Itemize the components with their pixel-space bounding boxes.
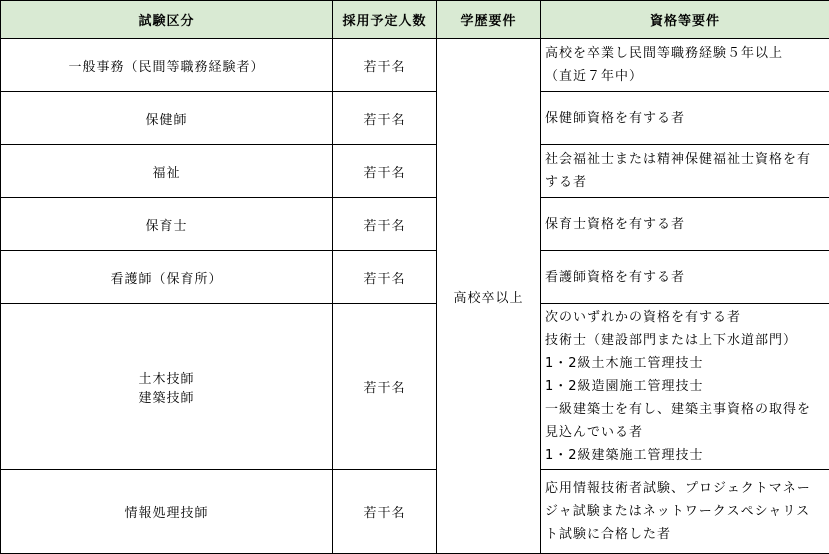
table-row (1, 470, 829, 554)
requirement-line: 保健師資格を有する者 (545, 107, 829, 130)
header-exam-category: 試験区分 (1, 1, 333, 39)
requirement-line: ジャ試験またはネットワークスペシャリス (545, 500, 829, 523)
category-cell (1, 251, 333, 304)
count-cell: 若干名 (333, 39, 437, 92)
requirement-line: 1・2級土木施工管理技士 (545, 352, 829, 375)
requirement-line: 1・2級建築施工管理技士 (545, 444, 829, 467)
requirements-cell (541, 92, 829, 145)
requirements-cell (541, 251, 829, 304)
count-cell: 若干名 (333, 92, 437, 145)
category-label: 一般事務（民間等職務経験者） (1, 56, 332, 75)
category-label: 看護師（保育所） (1, 268, 332, 287)
table-row (1, 39, 829, 92)
category-label: 保育士 (1, 215, 332, 234)
requirement-line: 保育士資格を有する者 (545, 213, 829, 236)
header-row (1, 1, 829, 39)
category-cell (1, 39, 333, 92)
category-label: 建築技師 (1, 387, 332, 406)
header-planned-hires: 採用予定人数 (333, 1, 437, 39)
requirement-line: 見込んでいる者 (545, 421, 829, 444)
count-cell: 若干名 (333, 145, 437, 198)
requirement-line: 技術士（建設部門または上下水道部門） (545, 329, 829, 352)
requirement-line: 1・2級造園施工管理技士 (545, 375, 829, 398)
requirements-cell (541, 198, 829, 251)
category-label: 福祉 (1, 162, 332, 181)
requirement-line: する者 (545, 171, 829, 194)
table-row (1, 145, 829, 198)
requirement-line: 一級建築士を有し、建築主事資格の取得を (545, 398, 829, 421)
category-cell (1, 470, 333, 554)
requirement-line: （直近７年中） (545, 65, 829, 88)
count-cell: 若干名 (333, 198, 437, 251)
requirement-line: 社会福祉士または精神保健福祉士資格を有 (545, 148, 829, 171)
header-education-requirement: 学歴要件 (437, 1, 541, 39)
category-label: 情報処理技師 (1, 502, 332, 521)
requirement-line: ト試験に合格した者 (545, 523, 829, 546)
requirement-line: 高校を卒業し民間等職務経験５年以上 (545, 42, 829, 65)
category-label: 保健師 (1, 109, 332, 128)
requirements-cell (541, 304, 829, 470)
requirements-cell (541, 145, 829, 198)
requirement-line: 応用情報技術者試験、プロジェクトマネー (545, 477, 829, 500)
category-cell (1, 145, 333, 198)
table-row (1, 92, 829, 145)
category-cell (1, 92, 333, 145)
category-cell (1, 304, 333, 470)
requirement-line: 看護師資格を有する者 (545, 266, 829, 289)
header-qualification-requirement: 資格等要件 (541, 1, 829, 39)
table-row (1, 251, 829, 304)
requirements-cell (541, 39, 829, 92)
requirements-cell (541, 470, 829, 554)
category-cell (1, 198, 333, 251)
requirement-line: 次のいずれかの資格を有する者 (545, 306, 829, 329)
table-row (1, 198, 829, 251)
table-row (1, 304, 829, 470)
education-cell: 高校卒以上 (437, 39, 541, 554)
category-label: 土木技師 (1, 368, 332, 387)
count-cell: 若干名 (333, 470, 437, 554)
count-cell: 若干名 (333, 251, 437, 304)
count-cell: 若干名 (333, 304, 437, 470)
